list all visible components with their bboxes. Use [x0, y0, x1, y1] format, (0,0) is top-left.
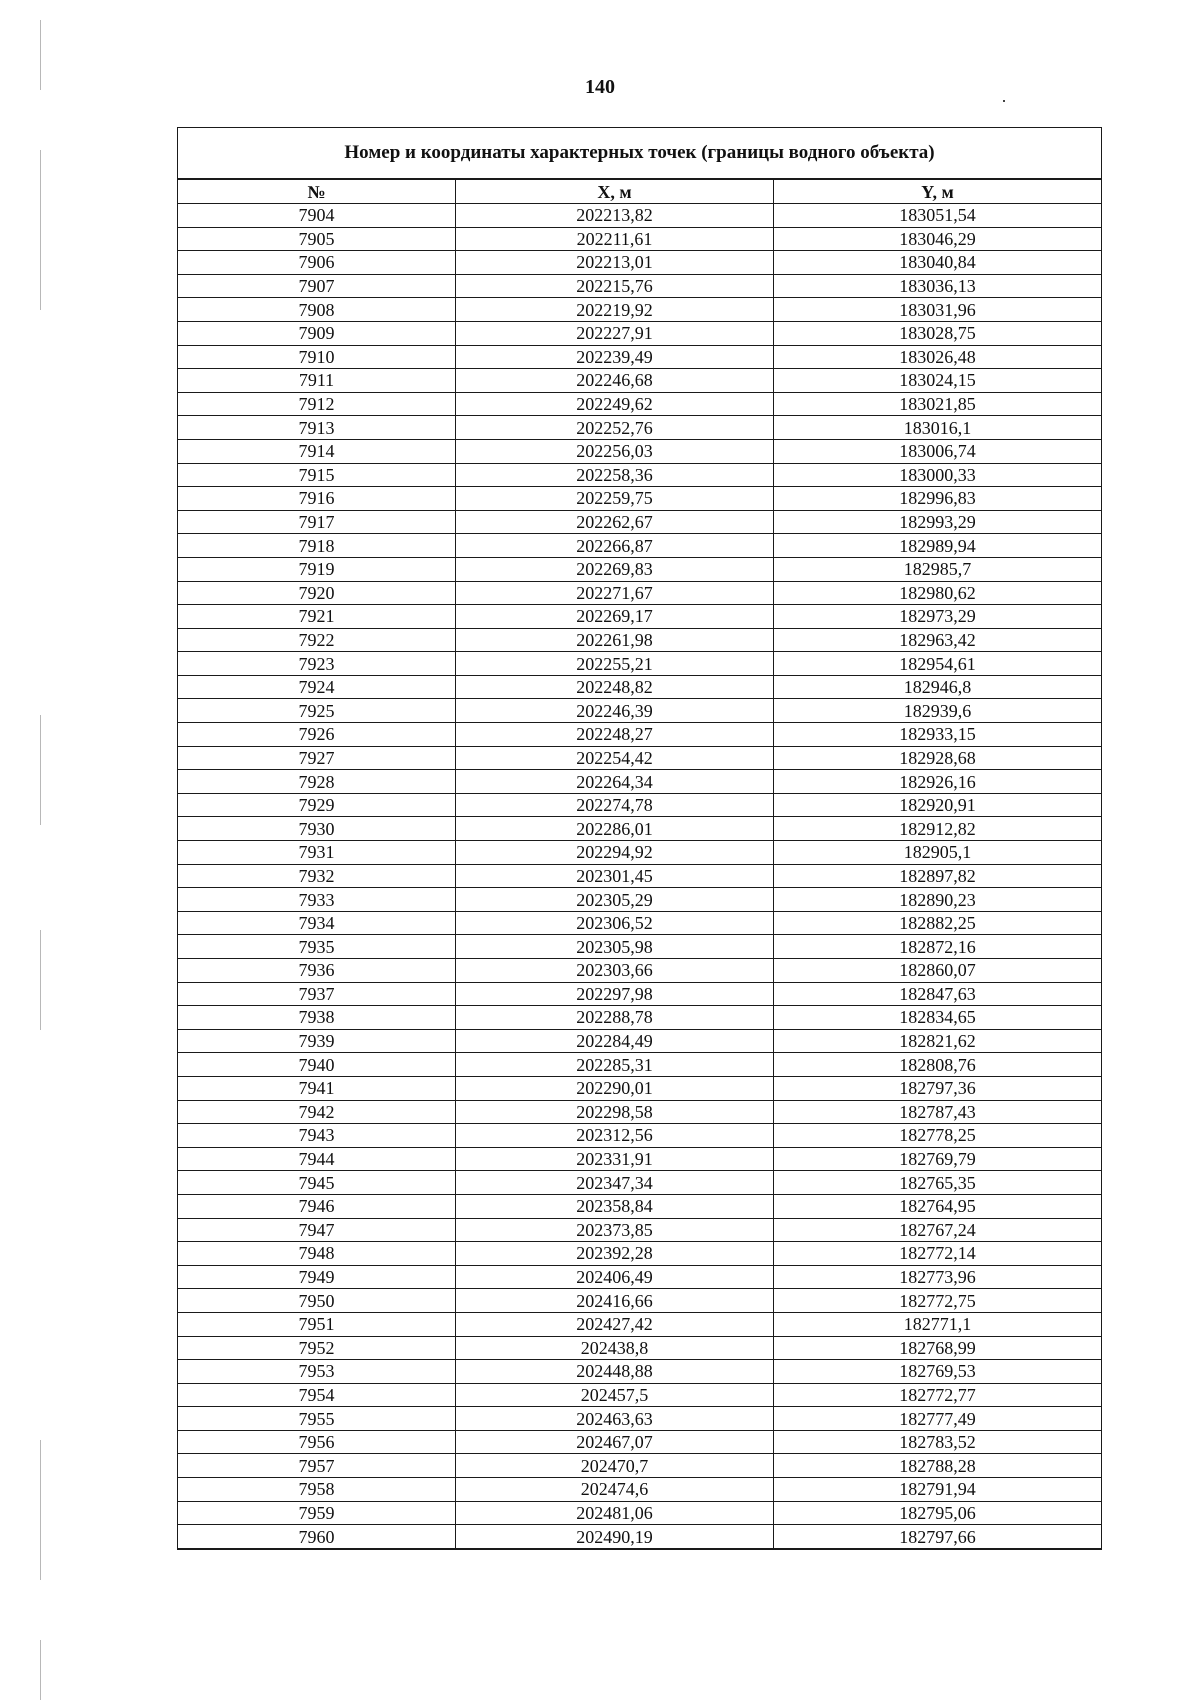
table-row — [178, 1265, 1102, 1289]
table-row — [178, 1076, 1102, 1100]
column-header-y: Y, м — [774, 179, 1102, 204]
point-number-cell: 7925 — [178, 699, 456, 723]
table-row — [178, 1053, 1102, 1077]
x-coordinate-cell: 202312,56 — [456, 1124, 774, 1148]
x-coordinate-cell: 202271,67 — [456, 581, 774, 605]
table-row — [178, 1383, 1102, 1407]
y-coordinate-cell: 182897,82 — [774, 864, 1102, 888]
y-coordinate-cell: 182765,35 — [774, 1171, 1102, 1195]
table-row — [178, 1525, 1102, 1549]
column-header-x: X, м — [456, 179, 774, 204]
x-coordinate-cell: 202306,52 — [456, 911, 774, 935]
y-coordinate-cell: 182821,62 — [774, 1029, 1102, 1053]
table-row — [178, 1478, 1102, 1502]
scan-speck — [1003, 100, 1005, 102]
y-coordinate-cell: 182795,06 — [774, 1501, 1102, 1525]
point-number-cell: 7917 — [178, 510, 456, 534]
x-coordinate-cell: 202259,75 — [456, 487, 774, 511]
point-number-cell: 7930 — [178, 817, 456, 841]
point-number-cell: 7918 — [178, 534, 456, 558]
point-number-cell: 7921 — [178, 605, 456, 629]
point-number-cell: 7934 — [178, 911, 456, 935]
point-number-cell: 7906 — [178, 251, 456, 275]
point-number-cell: 7908 — [178, 298, 456, 322]
y-coordinate-cell: 182777,49 — [774, 1407, 1102, 1431]
x-coordinate-cell: 202213,82 — [456, 204, 774, 228]
y-coordinate-cell: 183040,84 — [774, 251, 1102, 275]
x-coordinate-cell: 202490,19 — [456, 1525, 774, 1549]
point-number-cell: 7942 — [178, 1100, 456, 1124]
x-coordinate-cell: 202269,17 — [456, 605, 774, 629]
point-number-cell: 7935 — [178, 935, 456, 959]
point-number-cell: 7950 — [178, 1289, 456, 1313]
y-coordinate-cell: 182768,99 — [774, 1336, 1102, 1360]
table-title: Номер и координаты характерных точек (границы водного объекта) — [178, 128, 1102, 180]
point-number-cell: 7914 — [178, 439, 456, 463]
x-coordinate-cell: 202297,98 — [456, 982, 774, 1006]
table-row — [178, 1289, 1102, 1313]
y-coordinate-cell: 183031,96 — [774, 298, 1102, 322]
x-coordinate-cell: 202239,49 — [456, 345, 774, 369]
point-number-cell: 7926 — [178, 723, 456, 747]
x-coordinate-cell: 202264,34 — [456, 770, 774, 794]
table-row — [178, 982, 1102, 1006]
x-coordinate-cell: 202358,84 — [456, 1194, 774, 1218]
y-coordinate-cell: 182769,79 — [774, 1147, 1102, 1171]
y-coordinate-cell: 182772,77 — [774, 1383, 1102, 1407]
column-header-number: № — [178, 179, 456, 204]
x-coordinate-cell: 202305,98 — [456, 935, 774, 959]
scan-edge-mark — [40, 150, 41, 310]
x-coordinate-cell: 202305,29 — [456, 888, 774, 912]
table-row — [178, 864, 1102, 888]
x-coordinate-cell: 202246,39 — [456, 699, 774, 723]
scan-edge-mark — [40, 930, 41, 1030]
point-number-cell: 7955 — [178, 1407, 456, 1431]
point-number-cell: 7911 — [178, 369, 456, 393]
point-number-cell: 7924 — [178, 675, 456, 699]
x-coordinate-cell: 202463,63 — [456, 1407, 774, 1431]
point-number-cell: 7929 — [178, 793, 456, 817]
y-coordinate-cell: 182963,42 — [774, 628, 1102, 652]
table-row — [178, 1454, 1102, 1478]
y-coordinate-cell: 183028,75 — [774, 321, 1102, 345]
x-coordinate-cell: 202470,7 — [456, 1454, 774, 1478]
table-row — [178, 1147, 1102, 1171]
table-row — [178, 841, 1102, 865]
table-row — [178, 1360, 1102, 1384]
point-number-cell: 7956 — [178, 1430, 456, 1454]
table-row — [178, 439, 1102, 463]
point-number-cell: 7928 — [178, 770, 456, 794]
point-number-cell: 7920 — [178, 581, 456, 605]
y-coordinate-cell: 183000,33 — [774, 463, 1102, 487]
x-coordinate-cell: 202288,78 — [456, 1006, 774, 1030]
y-coordinate-cell: 182772,75 — [774, 1289, 1102, 1313]
table-row — [178, 1407, 1102, 1431]
x-coordinate-cell: 202256,03 — [456, 439, 774, 463]
point-number-cell: 7939 — [178, 1029, 456, 1053]
table-row — [178, 204, 1102, 228]
y-coordinate-cell: 183046,29 — [774, 227, 1102, 251]
point-number-cell: 7919 — [178, 557, 456, 581]
y-coordinate-cell: 182860,07 — [774, 959, 1102, 983]
point-number-cell: 7923 — [178, 652, 456, 676]
point-number-cell: 7948 — [178, 1242, 456, 1266]
point-number-cell: 7949 — [178, 1265, 456, 1289]
y-coordinate-cell: 182773,96 — [774, 1265, 1102, 1289]
y-coordinate-cell: 183016,1 — [774, 416, 1102, 440]
page-number: 140 — [585, 76, 615, 98]
table-row — [178, 392, 1102, 416]
x-coordinate-cell: 202284,49 — [456, 1029, 774, 1053]
table-row — [178, 1430, 1102, 1454]
x-coordinate-cell: 202227,91 — [456, 321, 774, 345]
table-row — [178, 1242, 1102, 1266]
coordinates-table — [177, 127, 1102, 1550]
x-coordinate-cell: 202347,34 — [456, 1171, 774, 1195]
point-number-cell: 7936 — [178, 959, 456, 983]
y-coordinate-cell: 182767,24 — [774, 1218, 1102, 1242]
table-row — [178, 581, 1102, 605]
y-coordinate-cell: 182771,1 — [774, 1312, 1102, 1336]
table-row — [178, 770, 1102, 794]
y-coordinate-cell: 182797,66 — [774, 1525, 1102, 1549]
point-number-cell: 7941 — [178, 1076, 456, 1100]
y-coordinate-cell: 182834,65 — [774, 1006, 1102, 1030]
y-coordinate-cell: 182882,25 — [774, 911, 1102, 935]
y-coordinate-cell: 182920,91 — [774, 793, 1102, 817]
point-number-cell: 7910 — [178, 345, 456, 369]
table-row — [178, 1501, 1102, 1525]
table-row — [178, 911, 1102, 935]
y-coordinate-cell: 182769,53 — [774, 1360, 1102, 1384]
point-number-cell: 7912 — [178, 392, 456, 416]
y-coordinate-cell: 182993,29 — [774, 510, 1102, 534]
x-coordinate-cell: 202331,91 — [456, 1147, 774, 1171]
x-coordinate-cell: 202248,82 — [456, 675, 774, 699]
table-row — [178, 817, 1102, 841]
table-row — [178, 605, 1102, 629]
point-number-cell: 7940 — [178, 1053, 456, 1077]
y-coordinate-cell: 182783,52 — [774, 1430, 1102, 1454]
x-coordinate-cell: 202290,01 — [456, 1076, 774, 1100]
y-coordinate-cell: 182787,43 — [774, 1100, 1102, 1124]
x-coordinate-cell: 202261,98 — [456, 628, 774, 652]
point-number-cell: 7937 — [178, 982, 456, 1006]
table-row — [178, 1171, 1102, 1195]
table-row — [178, 652, 1102, 676]
table-row — [178, 321, 1102, 345]
point-number-cell: 7946 — [178, 1194, 456, 1218]
y-coordinate-cell: 182788,28 — [774, 1454, 1102, 1478]
y-coordinate-cell: 182946,8 — [774, 675, 1102, 699]
y-coordinate-cell: 182939,6 — [774, 699, 1102, 723]
y-coordinate-cell: 182973,29 — [774, 605, 1102, 629]
table-row — [178, 557, 1102, 581]
point-number-cell: 7958 — [178, 1478, 456, 1502]
y-coordinate-cell: 182772,14 — [774, 1242, 1102, 1266]
table-row — [178, 274, 1102, 298]
point-number-cell: 7927 — [178, 746, 456, 770]
point-number-cell: 7943 — [178, 1124, 456, 1148]
x-coordinate-cell: 202298,58 — [456, 1100, 774, 1124]
y-coordinate-cell: 183036,13 — [774, 274, 1102, 298]
x-coordinate-cell: 202266,87 — [456, 534, 774, 558]
point-number-cell: 7945 — [178, 1171, 456, 1195]
x-coordinate-cell: 202252,76 — [456, 416, 774, 440]
table-row — [178, 1029, 1102, 1053]
table-row — [178, 959, 1102, 983]
scan-edge-mark — [40, 715, 41, 825]
x-coordinate-cell: 202215,76 — [456, 274, 774, 298]
x-coordinate-cell: 202467,07 — [456, 1430, 774, 1454]
table-row — [178, 1124, 1102, 1148]
table-row — [178, 298, 1102, 322]
y-coordinate-cell: 183024,15 — [774, 369, 1102, 393]
table-row — [178, 463, 1102, 487]
x-coordinate-cell: 202262,67 — [456, 510, 774, 534]
y-coordinate-cell: 183021,85 — [774, 392, 1102, 416]
y-coordinate-cell: 182996,83 — [774, 487, 1102, 511]
x-coordinate-cell: 202248,27 — [456, 723, 774, 747]
y-coordinate-cell: 182808,76 — [774, 1053, 1102, 1077]
x-coordinate-cell: 202213,01 — [456, 251, 774, 275]
table-row — [178, 487, 1102, 511]
x-coordinate-cell: 202481,06 — [456, 1501, 774, 1525]
table-row — [178, 369, 1102, 393]
y-coordinate-cell: 182926,16 — [774, 770, 1102, 794]
y-coordinate-cell: 182912,82 — [774, 817, 1102, 841]
table-row — [178, 1312, 1102, 1336]
y-coordinate-cell: 182985,7 — [774, 557, 1102, 581]
table-row — [178, 699, 1102, 723]
x-coordinate-cell: 202303,66 — [456, 959, 774, 983]
y-coordinate-cell: 182954,61 — [774, 652, 1102, 676]
x-coordinate-cell: 202406,49 — [456, 1265, 774, 1289]
table-row — [178, 1336, 1102, 1360]
table-row — [178, 628, 1102, 652]
y-coordinate-cell: 182847,63 — [774, 982, 1102, 1006]
x-coordinate-cell: 202255,21 — [456, 652, 774, 676]
table-row — [178, 345, 1102, 369]
x-coordinate-cell: 202416,66 — [456, 1289, 774, 1313]
point-number-cell: 7947 — [178, 1218, 456, 1242]
point-number-cell: 7904 — [178, 204, 456, 228]
table-row — [178, 1218, 1102, 1242]
table-row — [178, 675, 1102, 699]
x-coordinate-cell: 202474,6 — [456, 1478, 774, 1502]
point-number-cell: 7952 — [178, 1336, 456, 1360]
x-coordinate-cell: 202457,5 — [456, 1383, 774, 1407]
y-coordinate-cell: 182778,25 — [774, 1124, 1102, 1148]
point-number-cell: 7953 — [178, 1360, 456, 1384]
point-number-cell: 7932 — [178, 864, 456, 888]
table-row — [178, 935, 1102, 959]
point-number-cell: 7951 — [178, 1312, 456, 1336]
point-number-cell: 7931 — [178, 841, 456, 865]
x-coordinate-cell: 202392,28 — [456, 1242, 774, 1266]
y-coordinate-cell: 182989,94 — [774, 534, 1102, 558]
point-number-cell: 7907 — [178, 274, 456, 298]
point-number-cell: 7959 — [178, 1501, 456, 1525]
point-number-cell: 7915 — [178, 463, 456, 487]
point-number-cell: 7933 — [178, 888, 456, 912]
point-number-cell: 7909 — [178, 321, 456, 345]
table-row — [178, 746, 1102, 770]
point-number-cell: 7905 — [178, 227, 456, 251]
table-body — [178, 204, 1102, 1549]
table-row — [178, 1006, 1102, 1030]
point-number-cell: 7913 — [178, 416, 456, 440]
y-coordinate-cell: 182797,36 — [774, 1076, 1102, 1100]
table-row — [178, 534, 1102, 558]
table-row — [178, 510, 1102, 534]
x-coordinate-cell: 202274,78 — [456, 793, 774, 817]
table-row — [178, 888, 1102, 912]
point-number-cell: 7938 — [178, 1006, 456, 1030]
table-row — [178, 1194, 1102, 1218]
y-coordinate-cell: 182764,95 — [774, 1194, 1102, 1218]
table-row — [178, 416, 1102, 440]
x-coordinate-cell: 202258,36 — [456, 463, 774, 487]
y-coordinate-cell: 183006,74 — [774, 439, 1102, 463]
scan-edge-mark — [40, 1640, 41, 1700]
x-coordinate-cell: 202246,68 — [456, 369, 774, 393]
y-coordinate-cell: 182905,1 — [774, 841, 1102, 865]
point-number-cell: 7916 — [178, 487, 456, 511]
y-coordinate-cell: 182890,23 — [774, 888, 1102, 912]
y-coordinate-cell: 182933,15 — [774, 723, 1102, 747]
table-row — [178, 1100, 1102, 1124]
point-number-cell: 7922 — [178, 628, 456, 652]
x-coordinate-cell: 202448,88 — [456, 1360, 774, 1384]
table-row — [178, 251, 1102, 275]
y-coordinate-cell: 183051,54 — [774, 204, 1102, 228]
x-coordinate-cell: 202286,01 — [456, 817, 774, 841]
table-row — [178, 723, 1102, 747]
x-coordinate-cell: 202219,92 — [456, 298, 774, 322]
y-coordinate-cell: 183026,48 — [774, 345, 1102, 369]
y-coordinate-cell: 182872,16 — [774, 935, 1102, 959]
x-coordinate-cell: 202427,42 — [456, 1312, 774, 1336]
point-number-cell: 7944 — [178, 1147, 456, 1171]
x-coordinate-cell: 202294,92 — [456, 841, 774, 865]
x-coordinate-cell: 202211,61 — [456, 227, 774, 251]
table-row — [178, 227, 1102, 251]
x-coordinate-cell: 202301,45 — [456, 864, 774, 888]
y-coordinate-cell: 182980,62 — [774, 581, 1102, 605]
scan-edge-mark — [40, 1440, 41, 1580]
point-number-cell: 7954 — [178, 1383, 456, 1407]
x-coordinate-cell: 202269,83 — [456, 557, 774, 581]
y-coordinate-cell: 182791,94 — [774, 1478, 1102, 1502]
x-coordinate-cell: 202438,8 — [456, 1336, 774, 1360]
x-coordinate-cell: 202285,31 — [456, 1053, 774, 1077]
x-coordinate-cell: 202373,85 — [456, 1218, 774, 1242]
x-coordinate-cell: 202249,62 — [456, 392, 774, 416]
point-number-cell: 7960 — [178, 1525, 456, 1549]
y-coordinate-cell: 182928,68 — [774, 746, 1102, 770]
point-number-cell: 7957 — [178, 1454, 456, 1478]
table-row — [178, 793, 1102, 817]
x-coordinate-cell: 202254,42 — [456, 746, 774, 770]
